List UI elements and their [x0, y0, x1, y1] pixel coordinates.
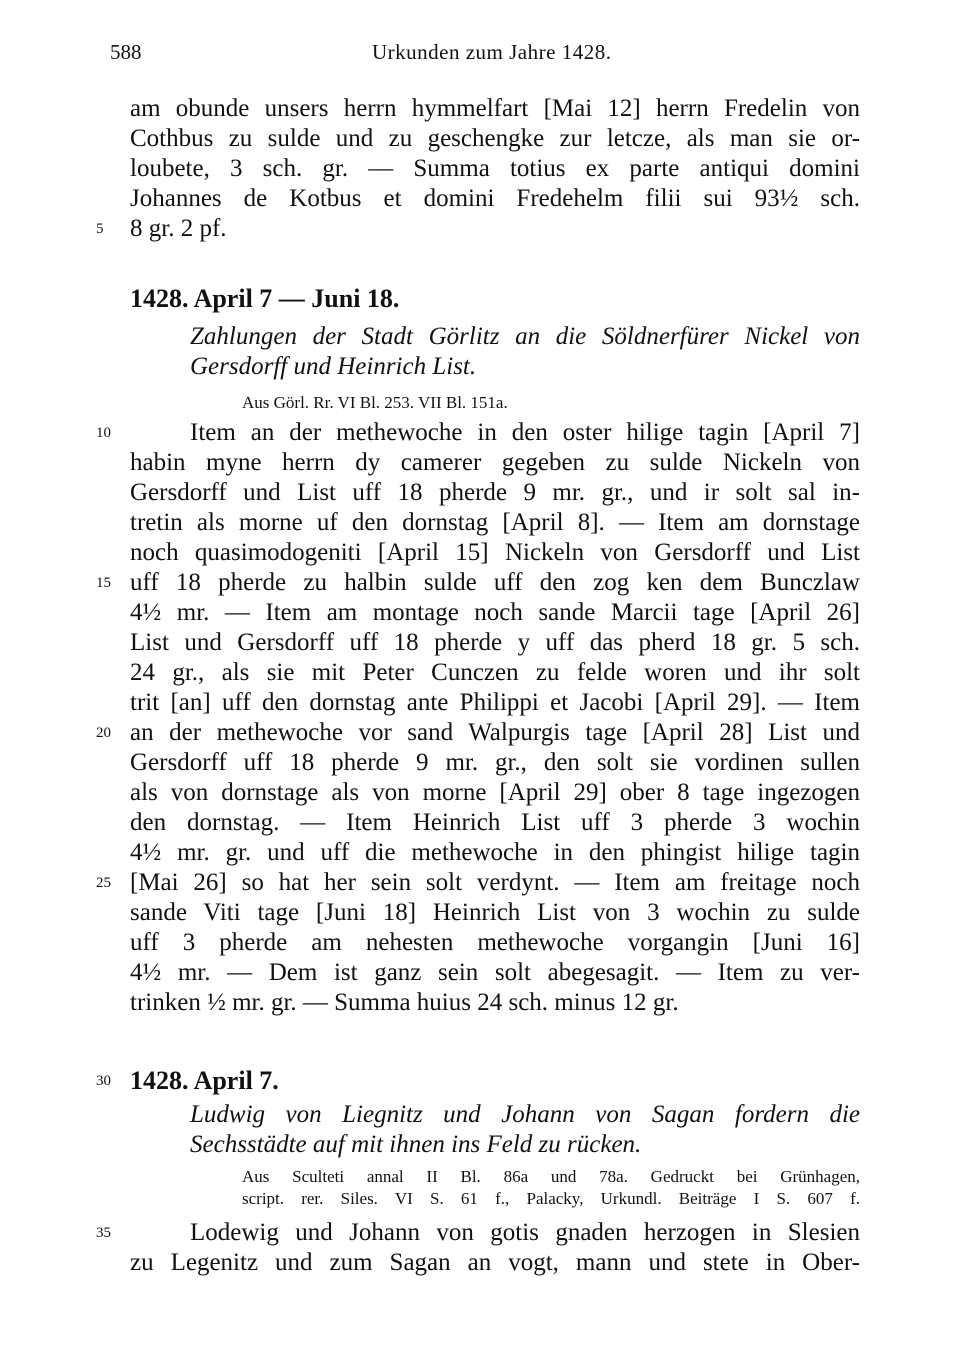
text-line: habin myne herrn dy camerer gegeben zu sulde Nickeln von: [130, 449, 860, 476]
text-line: List und Gersdorff uff 18 pherde y uff das pherd 18 gr. 5 sch.: [130, 629, 860, 656]
text-line: Johannes de Kotbus et domini Fredehelm filii sui 93½ sch.: [130, 185, 860, 212]
source-note: Aus Görl. Rr. VI Bl. 253. VII Bl. 151a.: [242, 393, 508, 412]
source-note: Aus Sculteti annal II Bl. 86a und 78a. Gedruckt bei Grünhagen,: [242, 1167, 860, 1186]
line-number: 35: [96, 1225, 111, 1241]
text-line: 4½ mr. — Dem ist ganz sein solt abegesagit. — Item zu ver-: [130, 959, 860, 986]
text-line: [Mai 26] so hat her sein solt verdynt. — Item am freitage noch: [130, 869, 860, 896]
page-header: [110, 40, 860, 76]
text-line: Lodewig und Johann von gotis gnaden herzogen in Slesien: [190, 1219, 860, 1246]
line-number: 5: [96, 221, 104, 237]
text-line: als von dornstage als von morne [April 29] ober 8 tage ingezogen: [130, 779, 860, 806]
entry-heading: 1428. April 7 — Juni 18.: [130, 284, 400, 313]
text-line: 4½ mr. — Item am montage noch sande Marcii tage [April 26]: [130, 599, 860, 626]
text-line: Gersdorff und List uff 18 pherde 9 mr. gr., und ir solt sal in-: [130, 479, 860, 506]
text-line: trinken ½ mr. gr. — Summa huius 24 sch. minus 12 gr.: [130, 989, 679, 1016]
line-number: 30: [96, 1073, 111, 1089]
source-note: script. rer. Siles. VI S. 61 f., Palacky, Urkundl. Beiträge I S. 607 f.: [242, 1189, 860, 1208]
text-line: an der methewoche vor sand Walpurgis tage [April 28] List und: [130, 719, 860, 746]
text-line: 4½ mr. gr. und uff die methewoche in den phingist hilige tagin: [130, 839, 860, 866]
entry-heading: 1428. April 7.: [130, 1066, 279, 1095]
text-line: uff 18 pherde zu halbin sulde uff den zog ken dem Bunczlaw: [130, 569, 860, 596]
text-line: loubete, 3 sch. gr. — Summa totius ex parte antiqui domini: [130, 155, 860, 182]
text-line: noch quasimodogeniti [April 15] Nickeln von Gersdorff und List: [130, 539, 860, 566]
line-number: 10: [96, 425, 111, 441]
entry-summary: Gersdorff und Heinrich List.: [190, 353, 477, 380]
text-line: Gersdorff uff 18 pherde 9 mr. gr., den solt sie vordinen sullen: [130, 749, 860, 776]
entry-summary: Sechsstädte auf mit ihnen ins Feld zu rücken.: [190, 1131, 642, 1158]
text-line: am obunde unsers herrn hymmelfart [Mai 12] herrn Fredelin von: [130, 95, 860, 122]
text-line: 24 gr., als sie mit Peter Cunczen zu felde woren und ihr solt: [130, 659, 860, 686]
text-line: Cothbus zu sulde und zu geschengke zur letcze, als man sie or-: [130, 125, 860, 152]
text-line: zu Legenitz und zum Sagan an vogt, mann und stete in Ober-: [130, 1249, 860, 1276]
page-number: 588: [110, 40, 142, 64]
text-line: den dornstag. — Item Heinrich List uff 3 pherde 3 wochin: [130, 809, 860, 836]
text-line: trit [an] uff den dornstag ante Philippi et Jacobi [April 29]. — Item: [130, 689, 860, 716]
line-number: 20: [96, 725, 111, 741]
text-line: uff 3 pherde am nehesten methewoche vorgangin [Juni 16]: [130, 929, 860, 956]
text-line: Item an der methewoche in den oster hilige tagin [April 7]: [190, 419, 860, 446]
running-title: Urkunden zum Jahre 1428.: [372, 40, 612, 64]
text-line: 8 gr. 2 pf.: [130, 215, 227, 242]
line-number: 25: [96, 875, 111, 891]
text-line: sande Viti tage [Juni 18] Heinrich List von 3 wochin zu sulde: [130, 899, 860, 926]
entry-summary: Ludwig von Liegnitz und Johann von Sagan fordern die: [190, 1101, 860, 1128]
line-number: 15: [96, 575, 111, 591]
entry-summary: Zahlungen der Stadt Görlitz an die Söldnerfürer Nickel von: [190, 323, 860, 350]
text-line: tretin als morne uf den dornstag [April 8]. — Item am dornstage: [130, 509, 860, 536]
